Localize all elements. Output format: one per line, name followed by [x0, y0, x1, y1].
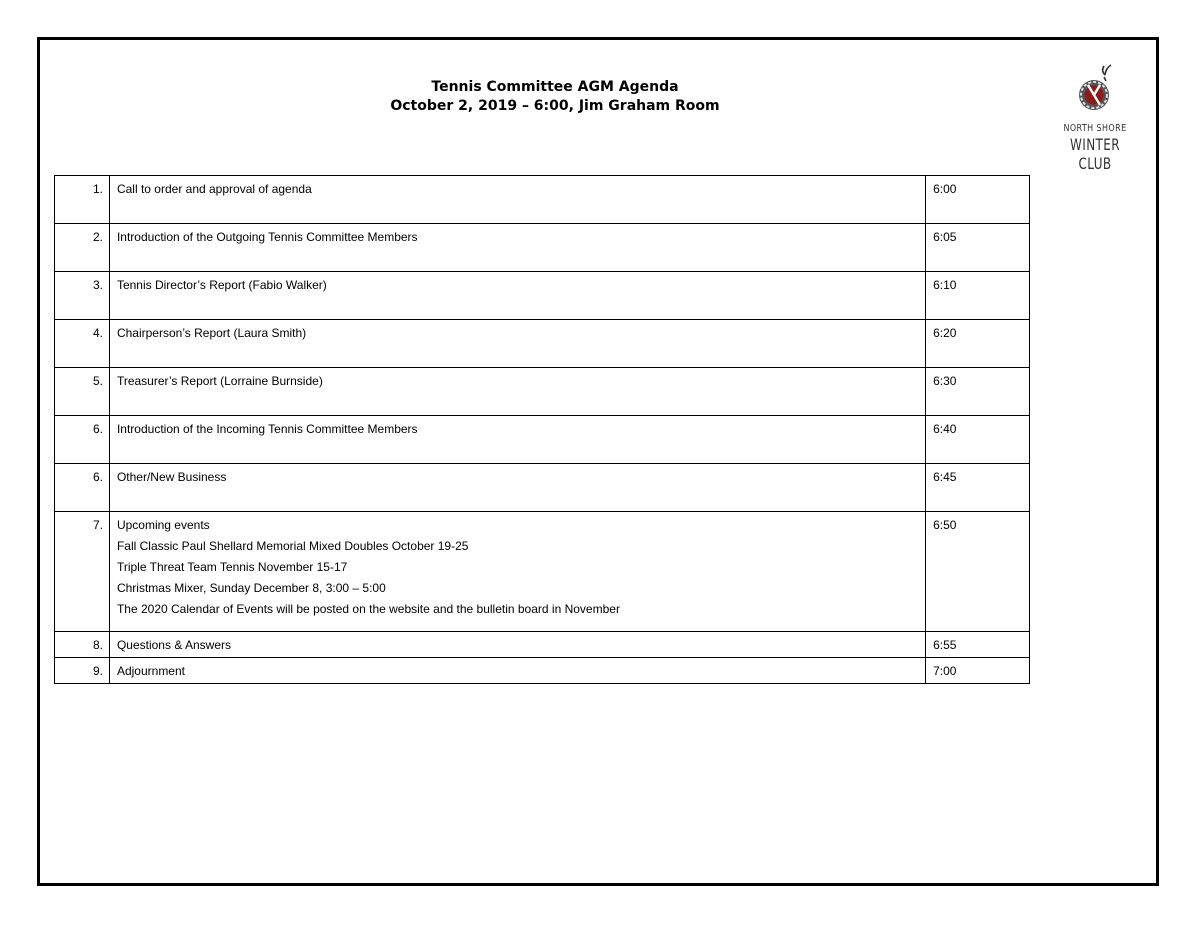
item-time: 6:40: [926, 416, 1030, 464]
item-number: 1.: [55, 176, 110, 224]
item-time: 6:55: [926, 632, 1030, 658]
item-number: 6.: [55, 416, 110, 464]
table-row: [55, 658, 1030, 684]
club-logo: [1040, 55, 1150, 173]
table-row: [55, 176, 1030, 224]
item-number: 3.: [55, 272, 110, 320]
table-row: [55, 224, 1030, 272]
item-number: 9.: [55, 658, 110, 684]
item-time: 6:05: [926, 224, 1030, 272]
table-row: [55, 272, 1030, 320]
page-title: Tennis Committee AGM Agenda: [431, 79, 679, 95]
item-number: 6.: [55, 464, 110, 512]
item-time: 6:10: [926, 272, 1030, 320]
item-time: 7:00: [926, 658, 1030, 684]
logo-text-line2: WINTER CLUB: [1070, 135, 1120, 173]
sub-item: The 2020 Calendar of Events will be posted on the website and the bulletin board in November: [116, 602, 620, 616]
item-text-group: [109, 512, 925, 632]
sub-item: Christmas Mixer, Sunday December 8, 3:00 – 5:00: [116, 581, 386, 595]
item-number: 4.: [55, 320, 110, 368]
club-crest-icon: [1078, 55, 1114, 119]
item-time: 6:30: [926, 368, 1030, 416]
logo-text-line1: NORTH SHORE: [1063, 123, 1127, 134]
item-text: Introduction of the Incoming Tennis Committee Members: [109, 416, 925, 464]
item-text: Adjournment: [109, 658, 925, 684]
item-text: Introduction of the Outgoing Tennis Committee Members: [109, 224, 925, 272]
item-number: 8.: [55, 632, 110, 658]
sub-item: Triple Threat Team Tennis November 15-17: [116, 560, 348, 574]
table-row: [55, 464, 1030, 512]
item-time: 6:45: [926, 464, 1030, 512]
table-row: [55, 512, 1030, 632]
table-row: [55, 320, 1030, 368]
agenda-table: [54, 175, 1030, 684]
item-time: 6:00: [926, 176, 1030, 224]
table-row: [55, 632, 1030, 658]
item-number: 2.: [55, 224, 110, 272]
item-text: Upcoming events: [116, 518, 210, 532]
item-text: Call to order and approval of agenda: [109, 176, 925, 224]
item-text: Other/New Business: [109, 464, 925, 512]
item-text: Tennis Director’s Report (Fabio Walker): [109, 272, 925, 320]
item-time: 6:50: [926, 512, 1030, 632]
sub-item: Fall Classic Paul Shellard Memorial Mixed Doubles October 19-25: [116, 539, 469, 553]
item-number: 5.: [55, 368, 110, 416]
table-row: [55, 368, 1030, 416]
item-text: Treasurer’s Report (Lorraine Burnside): [109, 368, 925, 416]
table-row: [55, 416, 1030, 464]
title-block: [0, 78, 1110, 116]
item-time: 6:20: [926, 320, 1030, 368]
item-number: 7.: [55, 512, 110, 632]
item-text: Questions & Answers: [109, 632, 925, 658]
item-text: Chairperson’s Report (Laura Smith): [109, 320, 925, 368]
page-subtitle: October 2, 2019 – 6:00, Jim Graham Room: [390, 98, 720, 114]
